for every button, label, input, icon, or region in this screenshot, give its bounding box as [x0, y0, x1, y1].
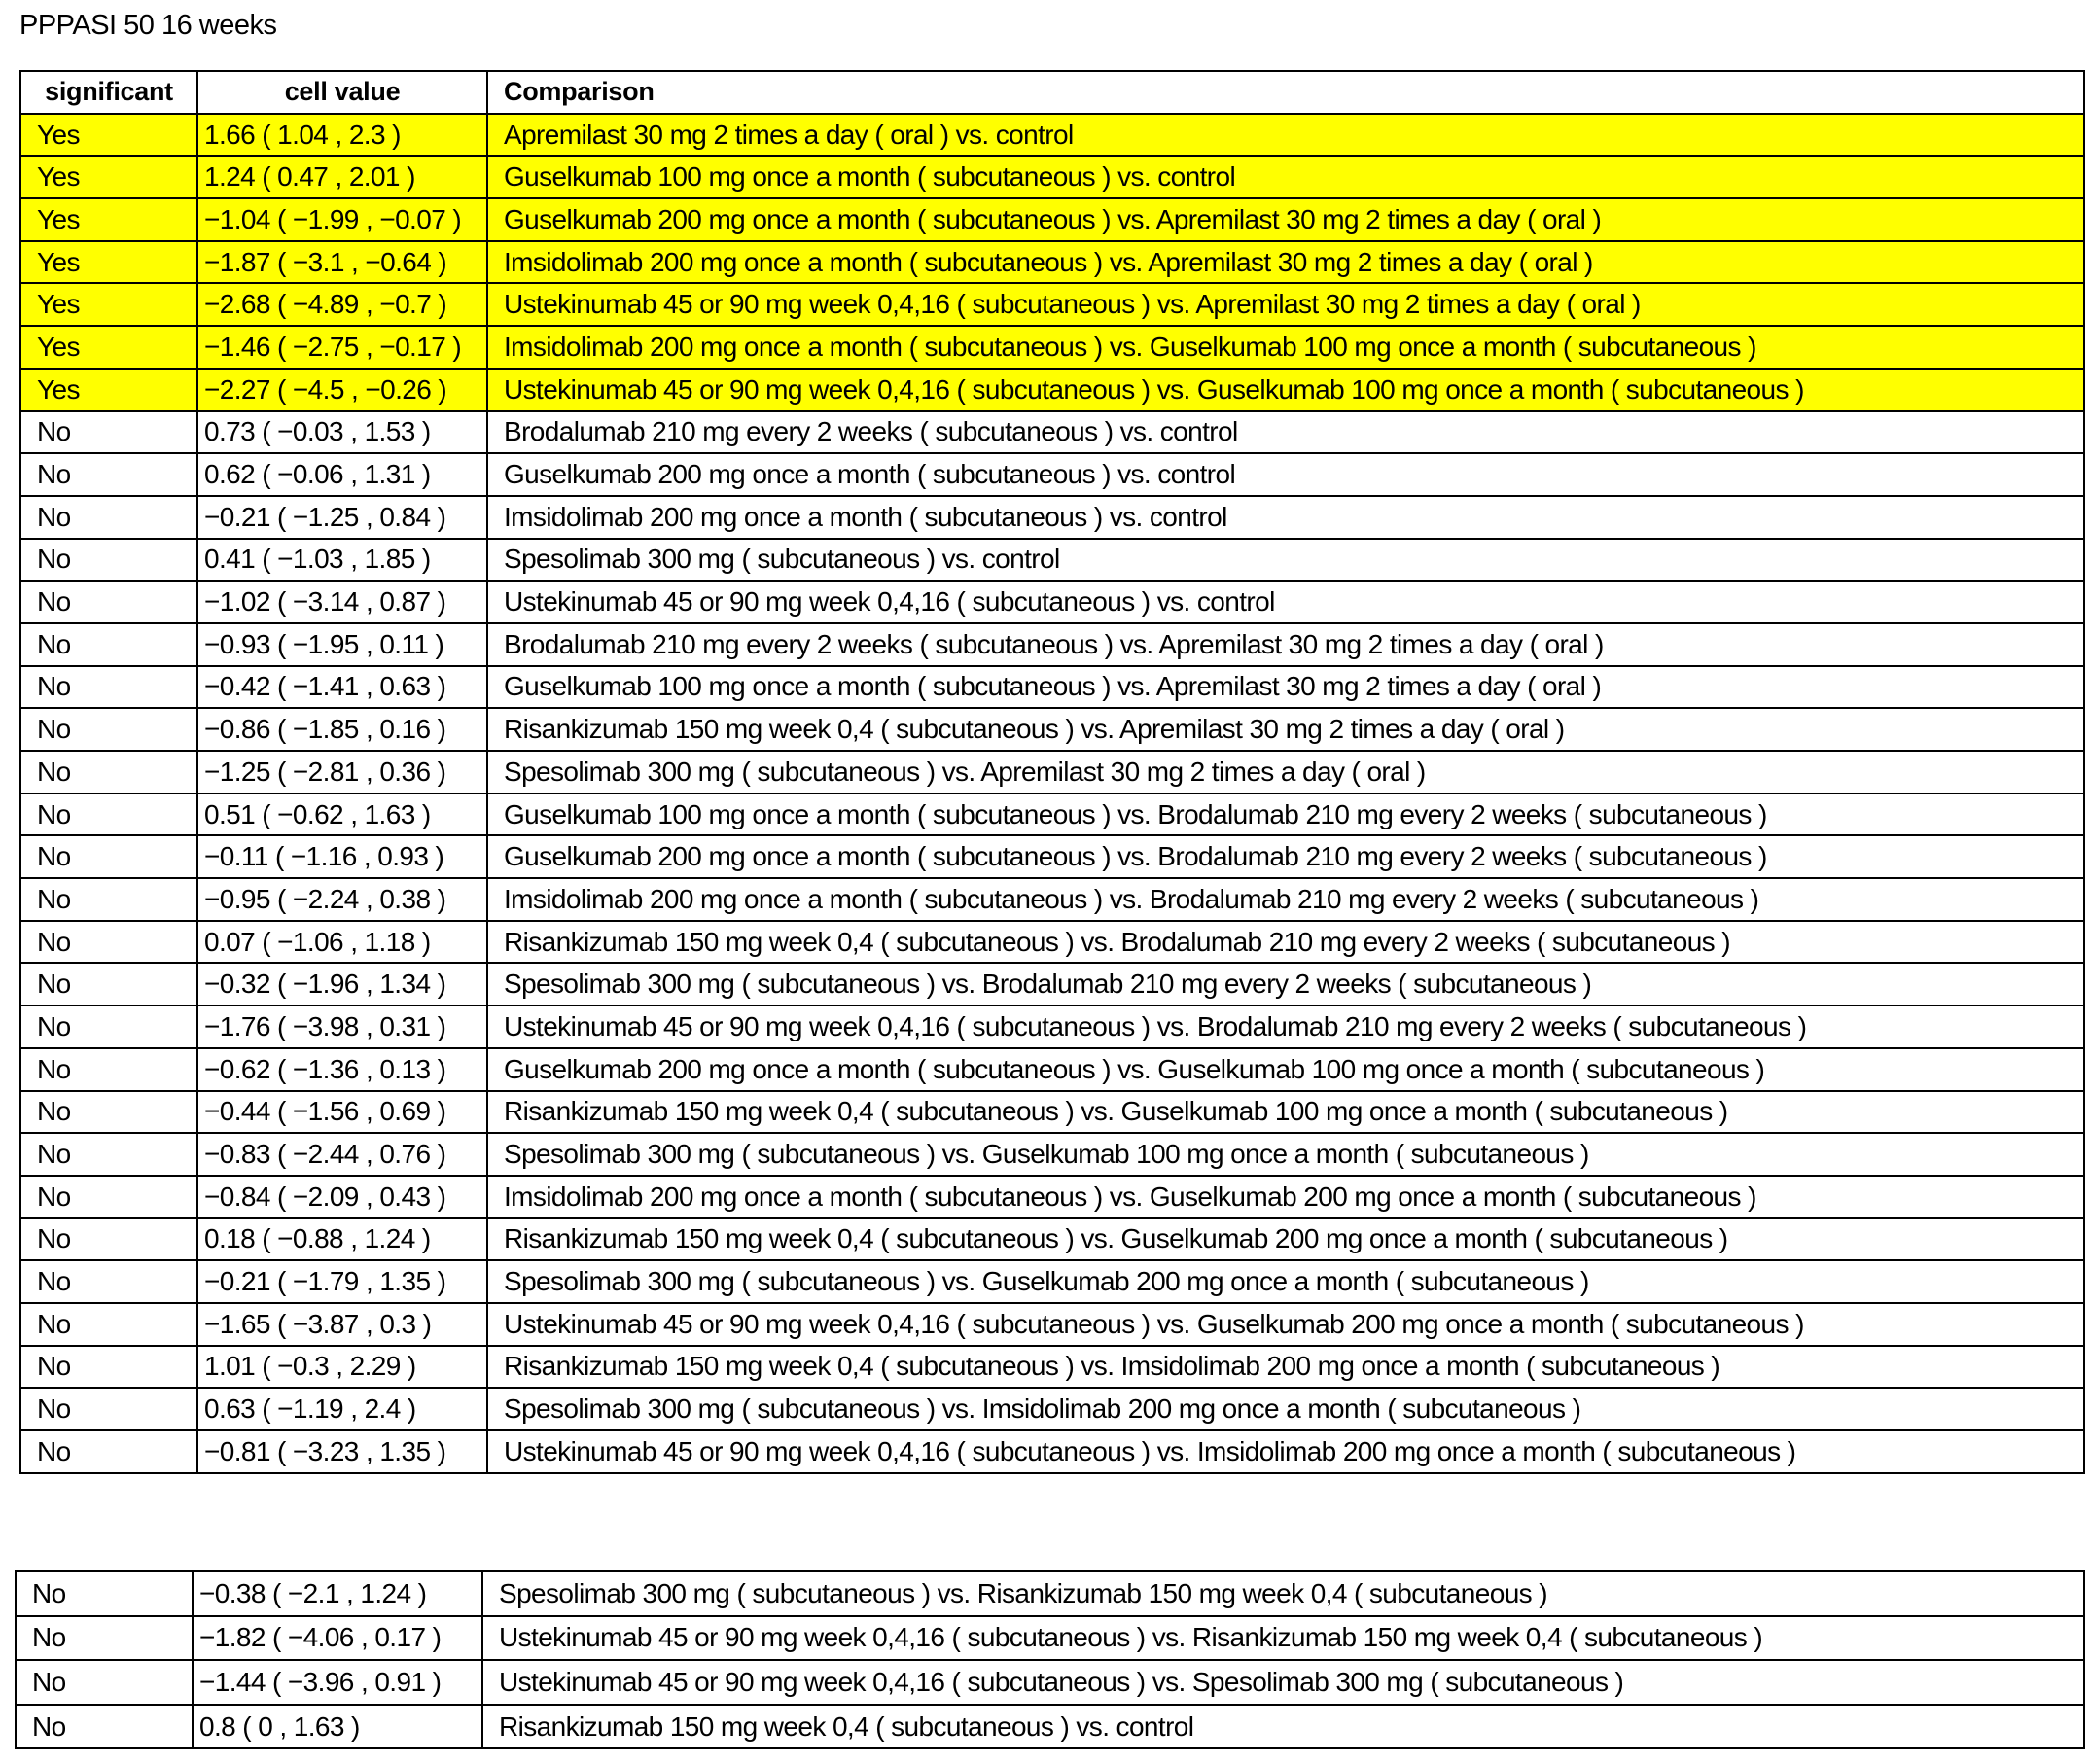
table-row: [20, 326, 2084, 369]
comparison-cell: Risankizumab 150 mg week 0,4 ( subcutaneous ) vs. Apremilast 30 mg 2 times a day ( oral ): [487, 708, 2084, 751]
comparison-cell: Guselkumab 100 mg once a month ( subcutaneous ) vs. control: [487, 156, 2084, 198]
comparison-cell: Spesolimab 300 mg ( subcutaneous ) vs. Brodalumab 210 mg every 2 weeks ( subcutaneous ): [487, 963, 2084, 1005]
comparison-cell: Ustekinumab 45 or 90 mg week 0,4,16 ( subcutaneous ) vs. Risankizumab 150 mg week 0,4 ( subcutaneous ): [482, 1616, 2084, 1661]
cell-value: 1.01 ( −0.3 , 2.29 ): [197, 1346, 487, 1389]
cell-value: −0.32 ( −1.96 , 1.34 ): [197, 963, 487, 1005]
significant-cell: No: [20, 751, 197, 794]
significant-cell: No: [20, 1388, 197, 1430]
cell-value: −1.02 ( −3.14 , 0.87 ): [197, 581, 487, 623]
table-header-row: [20, 71, 2084, 114]
significant-cell: No: [20, 708, 197, 751]
comparison-cell: Spesolimab 300 mg ( subcutaneous ) vs. Guselkumab 100 mg once a month ( subcutaneous ): [487, 1133, 2084, 1176]
significant-cell: No: [20, 1346, 197, 1389]
comparison-cell: Guselkumab 200 mg once a month ( subcutaneous ) vs. Apremilast 30 mg 2 times a day ( oral ): [487, 198, 2084, 241]
cell-value: 0.62 ( −0.06 , 1.31 ): [197, 453, 487, 496]
cell-value: −0.86 ( −1.85 , 0.16 ): [197, 708, 487, 751]
comparison-cell: Ustekinumab 45 or 90 mg week 0,4,16 ( subcutaneous ) vs. Apremilast 30 mg 2 times a day ( oral ): [487, 283, 2084, 326]
table-row: [20, 1388, 2084, 1430]
cell-value: −2.68 ( −4.89 , −0.7 ): [197, 283, 487, 326]
significant-cell: No: [20, 1218, 197, 1261]
significant-cell: No: [20, 963, 197, 1005]
table-row: [20, 539, 2084, 582]
significant-cell: No: [20, 878, 197, 921]
header-significant: significant: [20, 71, 197, 114]
significant-cell: No: [20, 1176, 197, 1218]
comparison-cell: Imsidolimab 200 mg once a month ( subcutaneous ) vs. Guselkumab 200 mg once a month ( subcutaneous ): [487, 1176, 2084, 1218]
table-row: [16, 1616, 2084, 1661]
cell-value: 0.73 ( −0.03 , 1.53 ): [197, 411, 487, 454]
table-row: [20, 708, 2084, 751]
comparison-table: [19, 70, 2085, 1474]
comparison-cell: Ustekinumab 45 or 90 mg week 0,4,16 ( subcutaneous ) vs. control: [487, 581, 2084, 623]
significant-cell: No: [20, 623, 197, 666]
significant-cell: No: [20, 835, 197, 878]
cell-value: 0.41 ( −1.03 , 1.85 ): [197, 539, 487, 582]
table-row: [20, 198, 2084, 241]
table-row: [20, 835, 2084, 878]
cell-value: −0.42 ( −1.41 , 0.63 ): [197, 666, 487, 709]
cell-value: 1.66 ( 1.04 , 2.3 ): [197, 114, 487, 157]
comparison-cell: Imsidolimab 200 mg once a month ( subcutaneous ) vs. control: [487, 496, 2084, 539]
significant-cell: No: [20, 496, 197, 539]
significant-cell: Yes: [20, 114, 197, 157]
extra-comparison-table: [15, 1570, 2085, 1749]
table-row: [20, 921, 2084, 964]
significant-cell: No: [16, 1705, 193, 1749]
comparison-cell: Brodalumab 210 mg every 2 weeks ( subcutaneous ) vs. Apremilast 30 mg 2 times a day ( oral ): [487, 623, 2084, 666]
table-row: [20, 1218, 2084, 1261]
significant-cell: Yes: [20, 326, 197, 369]
table-body: [20, 114, 2084, 1473]
comparison-cell: Ustekinumab 45 or 90 mg week 0,4,16 ( subcutaneous ) vs. Guselkumab 200 mg once a month ( subcutaneous ): [487, 1303, 2084, 1346]
cell-value: −1.65 ( −3.87 , 0.3 ): [197, 1303, 487, 1346]
comparison-cell: Spesolimab 300 mg ( subcutaneous ) vs. control: [487, 539, 2084, 582]
table-row: [20, 283, 2084, 326]
significant-cell: No: [16, 1571, 193, 1616]
header-comparison: Comparison: [487, 71, 2084, 114]
table-row: [20, 878, 2084, 921]
cell-value: 0.07 ( −1.06 , 1.18 ): [197, 921, 487, 964]
cell-value: −0.21 ( −1.79 , 1.35 ): [197, 1260, 487, 1303]
cell-value: −1.87 ( −3.1 , −0.64 ): [197, 241, 487, 284]
table-row: [20, 1133, 2084, 1176]
comparison-cell: Imsidolimab 200 mg once a month ( subcutaneous ) vs. Apremilast 30 mg 2 times a day ( oral ): [487, 241, 2084, 284]
table-row: [20, 496, 2084, 539]
cell-value: 0.51 ( −0.62 , 1.63 ): [197, 794, 487, 836]
significant-cell: Yes: [20, 283, 197, 326]
cell-value: −1.82 ( −4.06 , 0.17 ): [193, 1616, 482, 1661]
cell-value: −0.21 ( −1.25 , 0.84 ): [197, 496, 487, 539]
significant-cell: Yes: [20, 156, 197, 198]
comparison-cell: Spesolimab 300 mg ( subcutaneous ) vs. Apremilast 30 mg 2 times a day ( oral ): [487, 751, 2084, 794]
significant-cell: No: [16, 1616, 193, 1661]
cell-value: −1.46 ( −2.75 , −0.17 ): [197, 326, 487, 369]
comparison-cell: Spesolimab 300 mg ( subcutaneous ) vs. Risankizumab 150 mg week 0,4 ( subcutaneous ): [482, 1571, 2084, 1616]
cell-value: −0.11 ( −1.16 , 0.93 ): [197, 835, 487, 878]
table-row: [20, 1303, 2084, 1346]
table-row: [20, 411, 2084, 454]
significant-cell: No: [20, 1048, 197, 1091]
table-row: [20, 1176, 2084, 1218]
table-row: [20, 581, 2084, 623]
table-row: [20, 1260, 2084, 1303]
comparison-cell: Risankizumab 150 mg week 0,4 ( subcutaneous ) vs. control: [482, 1705, 2084, 1749]
significant-cell: No: [20, 1133, 197, 1176]
comparison-cell: Ustekinumab 45 or 90 mg week 0,4,16 ( subcutaneous ) vs. Spesolimab 300 mg ( subcutaneous ): [482, 1660, 2084, 1705]
significant-cell: No: [20, 411, 197, 454]
comparison-cell: Imsidolimab 200 mg once a month ( subcutaneous ) vs. Guselkumab 100 mg once a month ( subcutaneous ): [487, 326, 2084, 369]
comparison-cell: Risankizumab 150 mg week 0,4 ( subcutaneous ) vs. Guselkumab 200 mg once a month ( subcutaneous ): [487, 1218, 2084, 1261]
comparison-cell: Apremilast 30 mg 2 times a day ( oral ) vs. control: [487, 114, 2084, 157]
significant-cell: No: [20, 666, 197, 709]
significant-cell: No: [16, 1660, 193, 1705]
table-row: [16, 1705, 2084, 1749]
cell-value: −1.76 ( −3.98 , 0.31 ): [197, 1005, 487, 1048]
cell-value: 0.18 ( −0.88 , 1.24 ): [197, 1218, 487, 1261]
significant-cell: No: [20, 581, 197, 623]
comparison-cell: Spesolimab 300 mg ( subcutaneous ) vs. Guselkumab 200 mg once a month ( subcutaneous ): [487, 1260, 2084, 1303]
significant-cell: Yes: [20, 369, 197, 411]
cell-value: −0.62 ( −1.36 , 0.13 ): [197, 1048, 487, 1091]
significant-cell: No: [20, 453, 197, 496]
table-row: [20, 1346, 2084, 1389]
table-row: [16, 1571, 2084, 1616]
significant-cell: No: [20, 539, 197, 582]
extra-table-body: [16, 1571, 2084, 1748]
table-row: [20, 241, 2084, 284]
table-row: [20, 623, 2084, 666]
comparison-cell: Guselkumab 200 mg once a month ( subcutaneous ) vs. Guselkumab 100 mg once a month ( subcutaneous ): [487, 1048, 2084, 1091]
comparison-cell: Risankizumab 150 mg week 0,4 ( subcutaneous ) vs. Brodalumab 210 mg every 2 weeks ( subcutaneous ): [487, 921, 2084, 964]
table-row: [20, 156, 2084, 198]
header-cell-value: cell value: [197, 71, 487, 114]
cell-value: −0.84 ( −2.09 , 0.43 ): [197, 1176, 487, 1218]
comparison-cell: Guselkumab 200 mg once a month ( subcutaneous ) vs. control: [487, 453, 2084, 496]
page-title: PPPASI 50 16 weeks: [19, 10, 277, 41]
table-row: [20, 1430, 2084, 1473]
significant-cell: No: [20, 1303, 197, 1346]
cell-value: 0.63 ( −1.19 , 2.4 ): [197, 1388, 487, 1430]
comparison-cell: Spesolimab 300 mg ( subcutaneous ) vs. Imsidolimab 200 mg once a month ( subcutaneous ): [487, 1388, 2084, 1430]
cell-value: 1.24 ( 0.47 , 2.01 ): [197, 156, 487, 198]
comparison-cell: Imsidolimab 200 mg once a month ( subcutaneous ) vs. Brodalumab 210 mg every 2 weeks ( subcutaneous ): [487, 878, 2084, 921]
comparison-cell: Brodalumab 210 mg every 2 weeks ( subcutaneous ) vs. control: [487, 411, 2084, 454]
significant-cell: No: [20, 921, 197, 964]
comparison-cell: Risankizumab 150 mg week 0,4 ( subcutaneous ) vs. Imsidolimab 200 mg once a month ( subcutaneous ): [487, 1346, 2084, 1389]
table-row: [20, 666, 2084, 709]
cell-value: −0.38 ( −2.1 , 1.24 ): [193, 1571, 482, 1616]
significant-cell: No: [20, 1091, 197, 1134]
table-row: [20, 114, 2084, 157]
comparison-cell: Ustekinumab 45 or 90 mg week 0,4,16 ( subcutaneous ) vs. Imsidolimab 200 mg once a month ( subcutaneous ): [487, 1430, 2084, 1473]
comparison-cell: Guselkumab 200 mg once a month ( subcutaneous ) vs. Brodalumab 210 mg every 2 weeks ( subcutaneous ): [487, 835, 2084, 878]
table-row: [20, 1091, 2084, 1134]
cell-value: −1.44 ( −3.96 , 0.91 ): [193, 1660, 482, 1705]
significant-cell: No: [20, 794, 197, 836]
table-row: [20, 1005, 2084, 1048]
cell-value: −0.83 ( −2.44 , 0.76 ): [197, 1133, 487, 1176]
table-row: [20, 751, 2084, 794]
cell-value: 0.8 ( 0 , 1.63 ): [193, 1705, 482, 1749]
significant-cell: No: [20, 1005, 197, 1048]
table-row: [20, 963, 2084, 1005]
comparison-cell: Ustekinumab 45 or 90 mg week 0,4,16 ( subcutaneous ) vs. Guselkumab 100 mg once a month ( subcutaneous ): [487, 369, 2084, 411]
table-row: [20, 1048, 2084, 1091]
significant-cell: Yes: [20, 241, 197, 284]
comparison-cell: Risankizumab 150 mg week 0,4 ( subcutaneous ) vs. Guselkumab 100 mg once a month ( subcutaneous ): [487, 1091, 2084, 1134]
table-row: [20, 794, 2084, 836]
cell-value: −0.93 ( −1.95 , 0.11 ): [197, 623, 487, 666]
table-row: [20, 453, 2084, 496]
significant-cell: Yes: [20, 198, 197, 241]
table-row: [20, 369, 2084, 411]
comparison-cell: Ustekinumab 45 or 90 mg week 0,4,16 ( subcutaneous ) vs. Brodalumab 210 mg every 2 weeks ( subcutaneous ): [487, 1005, 2084, 1048]
cell-value: −0.44 ( −1.56 , 0.69 ): [197, 1091, 487, 1134]
cell-value: −1.04 ( −1.99 , −0.07 ): [197, 198, 487, 241]
significant-cell: No: [20, 1260, 197, 1303]
table-row: [16, 1660, 2084, 1705]
comparison-cell: Guselkumab 100 mg once a month ( subcutaneous ) vs. Brodalumab 210 mg every 2 weeks ( subcutaneous ): [487, 794, 2084, 836]
cell-value: −1.25 ( −2.81 , 0.36 ): [197, 751, 487, 794]
comparison-cell: Guselkumab 100 mg once a month ( subcutaneous ) vs. Apremilast 30 mg 2 times a day ( oral ): [487, 666, 2084, 709]
cell-value: −0.95 ( −2.24 , 0.38 ): [197, 878, 487, 921]
cell-value: −2.27 ( −4.5 , −0.26 ): [197, 369, 487, 411]
significant-cell: No: [20, 1430, 197, 1473]
cell-value: −0.81 ( −3.23 , 1.35 ): [197, 1430, 487, 1473]
